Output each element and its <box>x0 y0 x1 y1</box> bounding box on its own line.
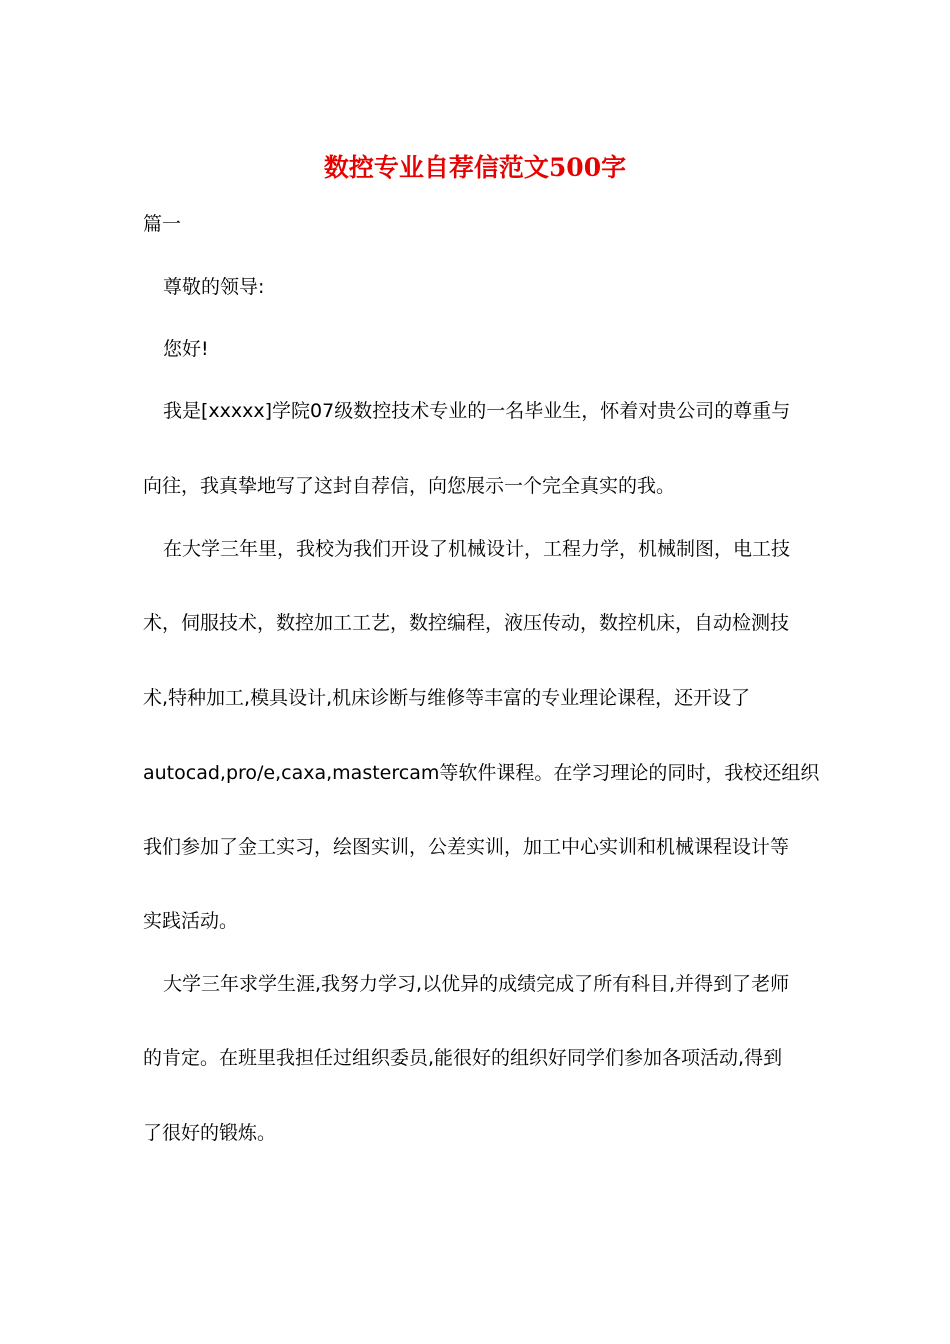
paragraph-2-line-4: autocad,pro/e,caxa,mastercam等软件课程。在学习理论的同时，我校还组织 <box>143 762 820 784</box>
paragraph-2-line-2: 术，伺服技术，数控加工工艺，数控编程，液压传动，数控机床，自动检测技 <box>143 612 790 634</box>
paragraph-3-line-1: 大学三年求学生涯,我努力学习,以优异的成绩完成了所有科目,并得到了老师 <box>163 973 790 995</box>
document-title: 数控专业自荐信范文500字 <box>323 153 627 182</box>
greeting: 您好! <box>163 338 209 360</box>
salutation: 尊敬的领导: <box>163 276 265 298</box>
paragraph-2-line-6: 实践活动。 <box>143 910 239 932</box>
paragraph-1-line-1: 我是[xxxxx]学院07级数控技术专业的一名毕业生，怀着对贵公司的尊重与 <box>163 400 791 422</box>
section-label: 篇一 <box>143 213 182 235</box>
paragraph-2-line-3: 术,特种加工,模具设计,机床诊断与维修等丰富的专业理论课程，还开设了 <box>143 687 751 709</box>
paragraph-2-line-1: 在大学三年里，我校为我们开设了机械设计，工程力学，机械制图，电工技 <box>163 538 791 560</box>
paragraph-3-line-2: 的肯定。在班里我担任过组织委员,能很好的组织好同学们参加各项活动,得到 <box>143 1047 783 1069</box>
paragraph-3-line-3: 了很好的锻炼。 <box>143 1122 277 1144</box>
paragraph-2-line-5: 我们参加了金工实习，绘图实训，公差实训，加工中心实训和机械课程设计等 <box>143 836 790 858</box>
paragraph-1-line-2: 向往，我真挚地写了这封自荐信，向您展示一个完全真实的我。 <box>143 475 676 497</box>
